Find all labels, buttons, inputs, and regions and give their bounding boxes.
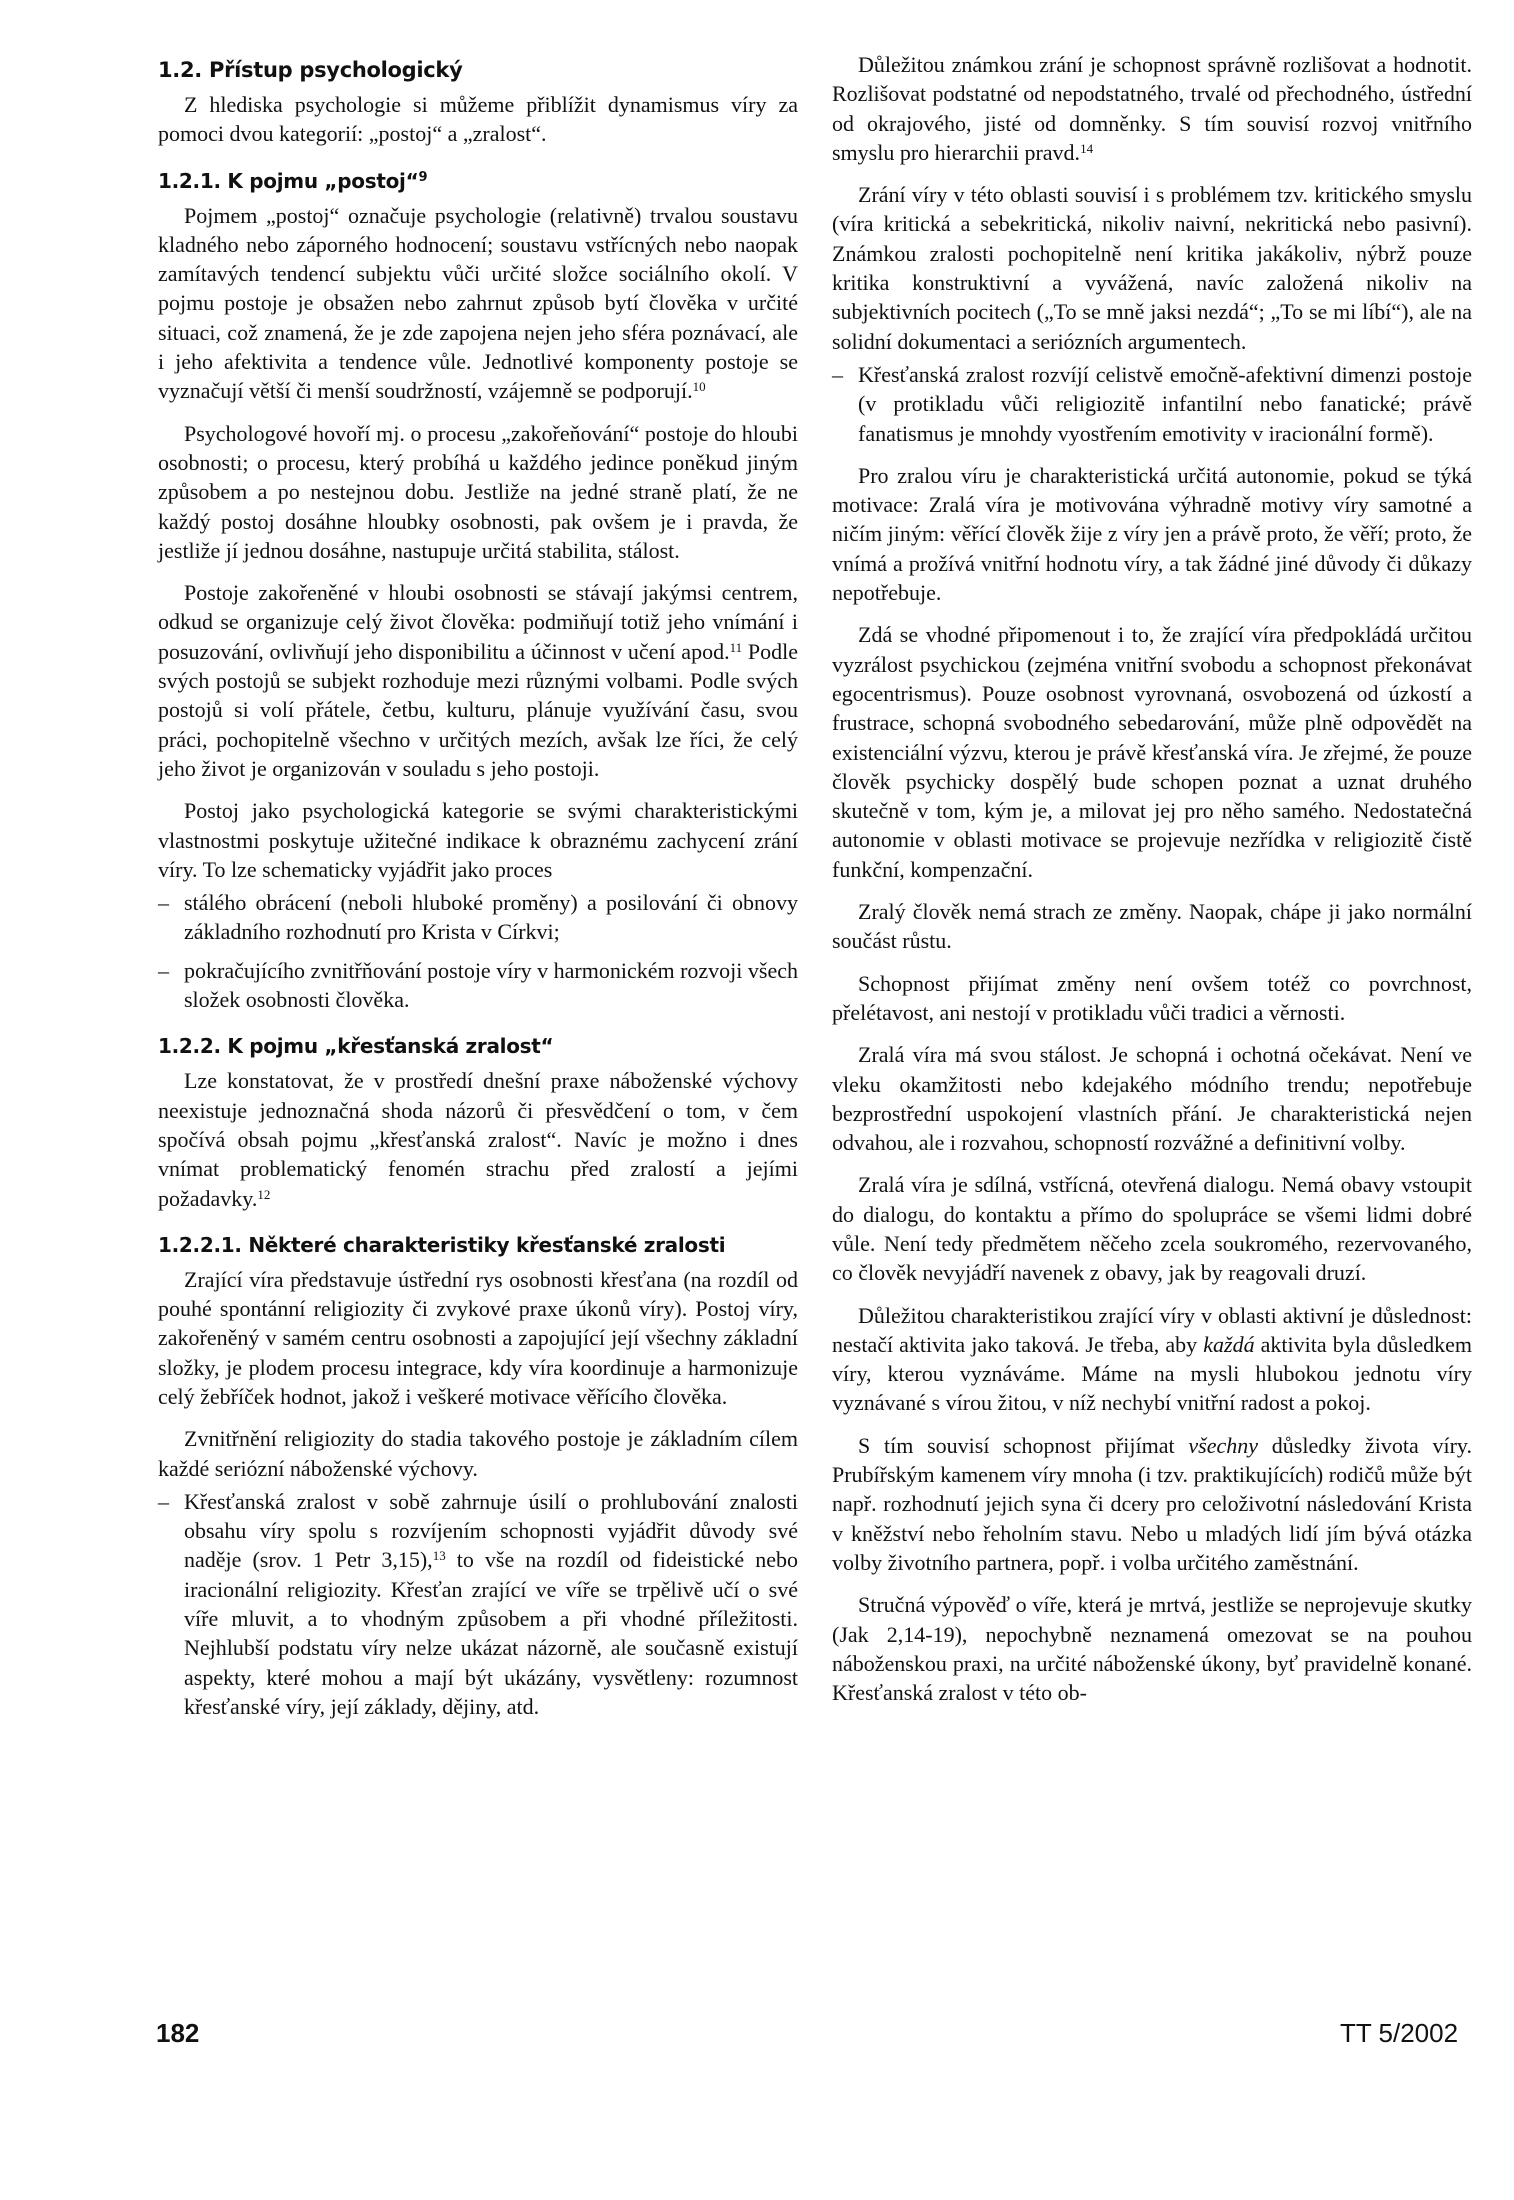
paragraph: Zrání víry v této oblasti souvisí i s problémem tzv. kritického smyslu (víra kritická a sebekritická, nikoliv naivní, nekritická nebo pasivní). Známkou zralosti pochopitelně není kritika jakákoliv, nýbrž pouze kritika konstruktivní a vyvážená, navíc založená nikoliv na subjektivních pocitech („To se mně jaksi nezdá“; „To se mi líbí“), ale na solidní dokumentaci a seriózních argumentech. (832, 182, 1472, 354)
paragraph: Zralá víra má svou stálost. Je schopná i ochotná očekávat. Není ve vleku okamžitosti nebo kdejakého módního trendu; nepotřebuje bezprostřední uspokojení vlastních přání. Je charakteristická nejen odvahou, ale i rozvahou, schopností rozvážné a definitivní volby. (832, 1042, 1472, 1156)
paragraph: Zdá se vhodné připomenout i to, že zrající víra předpokládá určitou vyzrálost psychickou (zejména vnitřní svobodu a schopnost překonávat egocentrismus). Pouze osobnost vyrovnaná, osvobozená od úzkostí a frustrace, schopná svobodného sebedarování, může plně odpovědět na existenciální výzvu, kterou je právě křesťanská víra. Je zřejmé, že pouze člověk psychicky dospělý bude schopen poznat a uznat druhého skutečně v tom, kým je, a milovat jej pro něho samého. Nedostatečná autonomie v oblasti motivace se projevuje nezřídka v religiozitě čistě funkční, kompenzační. (832, 622, 1472, 882)
paragraph: Důležitou známkou zrání je schopnost správně rozlišovat a hodnotit. Rozlišovat podstatné od nepodstatného, trvalé od přechodného, ústřední od okrajového, jisté od domněnky. S tím souvisí rozvoj vnitřního smyslu pro hierarchii pravd.$^{14}$ (832, 52, 1472, 165)
left-column (158, 50, 798, 1734)
footnote-ref: 10 (692, 379, 706, 395)
emphasis: každá (1203, 1331, 1255, 1357)
list-item: – Křesťanská zralost rozvíjí celistvě emočně-afektivní dimenzi postoje (v protikladu vůči religiozitě infantilní nebo fanatické; právě fanatismus je mnohdy vyostřením emotivity v iracionální formě). (832, 360, 1472, 448)
emphasis: všechny (1188, 1432, 1259, 1458)
paragraph: Zrající víra představuje ústřední rys osobnosti křesťana (na rozdíl od pouhé spontánní religiozity či zvykové praxe úkonů víry). Postoj víry, zakořeněný v samém centru osobnosti a zapojující její všechny základní složky, je plodem procesu integrace, kdy víra koordinuje a harmonizuje celý žebříček hodnot, jakož i veškeré motivace věřícího člověka. (158, 1266, 798, 1409)
journal-issue: TT 5/2002 (1340, 2018, 1459, 2048)
paragraph: Zralý člověk nemá strach ze změny. Naopak, chápe ji jako normální součást růstu. (832, 899, 1472, 954)
paragraph: Stručná výpověď o víře, která je mrtvá, jestliže se neprojevuje skutky (Jak 2,14-19), nepochybně neznamená omezovat se na pouhou náboženskou praxi, na určité náboženské úkony, byť pravidelně konané. Křesťanská zralost v této ob- (832, 1592, 1472, 1706)
footnote-ref: 11 (729, 639, 743, 655)
footnote-ref: 13 (432, 1548, 446, 1564)
section-heading-1-2-1: 1.2.1. K pojmu „postoj“$^9$ (158, 168, 428, 193)
bullet-list (832, 360, 1472, 448)
right-column (832, 50, 1472, 1720)
paragraph: Z hlediska psychologie si můžeme přiblížit dynamismus víry za pomoci dvou kategorií: „postoj“ a „zralost“. (158, 92, 798, 147)
list-item: – Křesťanská zralost v sobě zahrnuje úsilí o prohlubování znalosti obsahu víry spolu s rozvíjením schopnosti vyjádřit důvody své naděje (srov. 1 Petr 3,15),$^{13}$ to vše na rozdíl od fideistické nebo iracionální religiozity. Křesťan zrající ve víře se trpělivě učí o své víře mluvit, a to vhodným způsobem a při vhodné příležitosti. Nejhlubší podstatu víry nelze ukázat názorně, ale současně existují aspekty, které mohou a mají být ukázány, vysvětleny: rozumnost křesťanské víry, její základy, dějiny, atd. (158, 1487, 798, 1721)
paragraph: Postoje zakořeněné v hloubi osobnosti se stávají jakýmsi centrem, odkud se organizuje celý život člověka: podmiňují totiž jeho vnímání i posuzování, ovlivňují jeho disponibilitu a účinnost v učení apod.$^{11}$ Podle svých postojů se subjekt rozhoduje mezi různými volbami. Podle svých postojů si volí přátele, četbu, kulturu, plánuje využívání času, svou práci, pochopitelně všechno v určitých mezích, avšak lze říci, že celý jeho život je organizován v souladu s jeho postoji. (158, 580, 798, 781)
paragraph: Psychologové hovoří mj. o procesu „zakořeňování“ postoje do hloubi osobnosti; o procesu, který probíhá u každého jedince poněkud jiným způsobem a po nestejnou dobu. Jestliže na jedné straně platí, že ne každý postoj dosáhne hloubky osobnosti, pak ovšem je i pravda, že jestliže jí jednou dosáhne, nastupuje určitá stabilita, stálost. (158, 420, 798, 563)
paragraph: Postoj jako psychologická kategorie se svými charakteristickými vlastnostmi poskytuje užitečné indikace k obraznému zachycení zrání víry. To lze schematicky vyjádřit jako proces (158, 798, 798, 882)
bullet-list (158, 888, 798, 1014)
paragraph: Lze konstatovat, že v prostředí dnešní praxe náboženské výchovy neexistuje jednoznačná shoda názorů či přesvědčení o tom, v čem spočívá obsah pojmu „křesťanská zralost“. Navíc je možno i dnes vnímat problematický fenomén strachu před zralostí a jejími požadavky.$^{12}$ (158, 1068, 798, 1211)
bullet-list (158, 1487, 798, 1721)
section-heading-1-2-2: 1.2.2. K pojmu „křesťanská zralost“ (158, 1034, 554, 1059)
section-heading-1-2: 1.2. Přístup psychologický (158, 58, 463, 82)
footnote-ref: 14 (1080, 140, 1094, 156)
paragraph: Schopnost přijímat změny není ovšem totéž co povrchnost, přelétavost, ani nestojí v protikladu vůči tradici a věrnosti. (832, 970, 1472, 1025)
paragraph: Pro zralou víru je charakteristická určitá autonomie, pokud se týká motivace: Zralá víra je motivována výhradně motivy víry samotné a ničím jiným: věřící člověk žije z víry jen a právě proto, že věří; proto, že vnímá a prožívá vnitřní hodnotu víry, a tak žádné jiné důvody či důkazy nepotřebuje. (832, 462, 1472, 606)
footnote-ref: 9 (418, 169, 428, 185)
paragraph: Pojmem „postoj“ označuje psychologie (relativně) trvalou soustavu kladného nebo záporného hodnocení; soustavu vstřícných nebo naopak zamítavých tendencí subjektu vůči určité složce sociálního okolí. V pojmu postoje je obsažen nebo zahrnut způsob bytí člověka v určité situaci, což znamená, že je zde zapojena nejen jeho sféra poznávací, ale i jeho afektivita a tendence vůle. Jednotlivé komponenty postoje se vyznačují větší či menší soudržností, vzájemně se podporují.$^{10}$ (158, 202, 798, 404)
paragraph: Zvnitřnění religiozity do stadia takového postoje je základním cílem každé seriózní náboženské výchovy. (158, 1426, 798, 1481)
paragraph: Důležitou charakteristikou zrající víry v oblasti aktivní je důslednost: nestačí aktivita jako taková. Je třeba, aby každá aktivita byla důsledkem víry, kterou vyznáváme. Máme na mysli hlubokou jednotu víry vyznávané s vírou žitou, v níž nechybí vnitřní radost a pokoj. (832, 1302, 1473, 1416)
paragraph: S tím souvisí schopnost přijímat všechny důsledky života víry. Prubířským kamenem víry mnoha (i tzv. praktikujících) rodičů může být např. rozhodnutí jejich syna či dcery pro celoživotní následování Krista v kněžství nebo řeholním stavu. Nebo u mladých lidí jím bývá otázka volby životního partnera, popř. i volba určitého zaměstnání. (832, 1432, 1473, 1575)
list-item: – stálého obrácení (neboli hluboké proměny) a posilování či obnovy základního rozhodnutí pro Krista v Církvi; (158, 888, 798, 947)
footnote-ref: 12 (257, 1186, 271, 1202)
paragraph: Zralá víra je sdílná, vstřícná, otevřená dialogu. Nemá obavy vstoupit do dialogu, do kontaktu a přímo do spolupráce se všemi lidmi dobré vůle. Není tedy předmětem něčeho zcela soukromého, rezervovaného, co člověk nevyjádří navenek z obavy, jak by reagovali druzí. (832, 1172, 1472, 1286)
list-item: – pokračujícího zvnitřňování postoje víry v harmonickém rozvoji všech složek osobnosti člověka. (158, 956, 798, 1015)
section-heading-1-2-2-1: 1.2.2.1. Některé charakteristiky křesťanské zralosti (158, 1232, 726, 1257)
page-number: 182 (156, 2018, 200, 2048)
